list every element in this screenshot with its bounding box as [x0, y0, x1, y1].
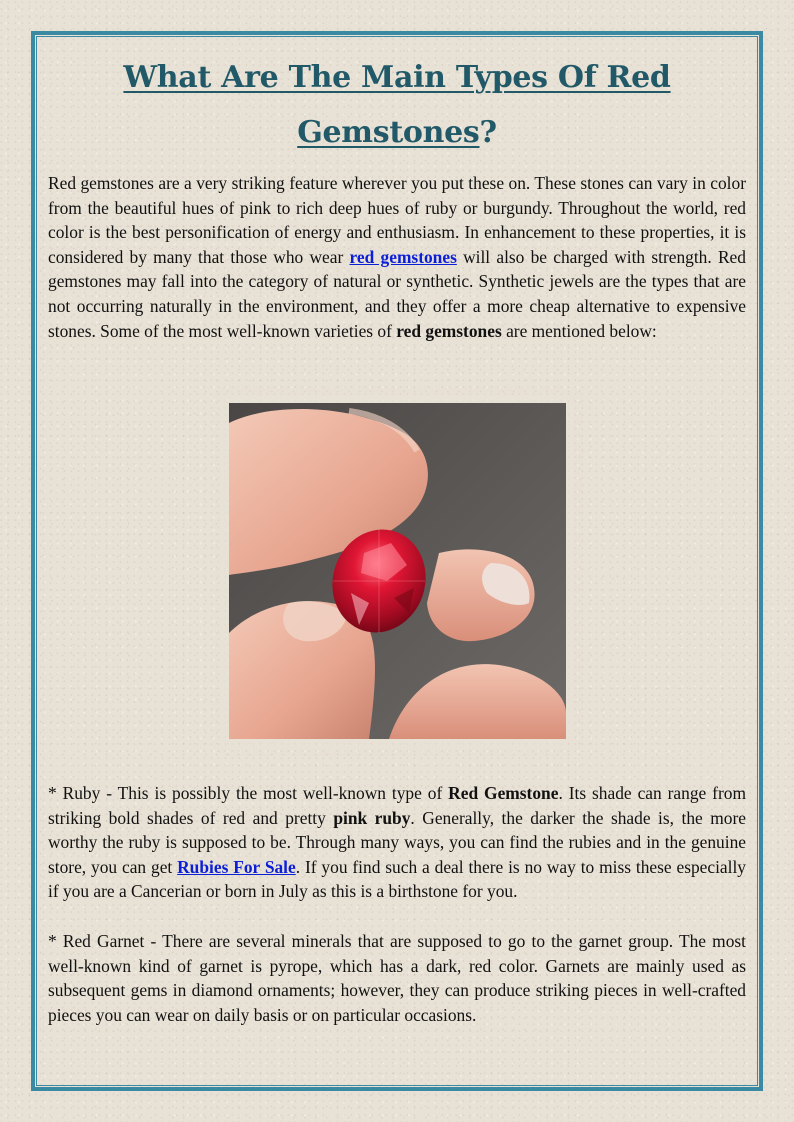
ruby-bold-pink-ruby: pink ruby [333, 807, 411, 828]
red-gemstones-link[interactable]: red gemstones [349, 246, 457, 267]
intro-text-1: Red gemstones are a very striking feature wherever you put these on. These stones can vary in color from the beautiful hues of pink to rich deep hues of ruby or burgundy. Throughout the world, red color is the best personification of energy and enthusiasm. In enhancement to these properties, it is considered by many that those who wear [48, 173, 746, 267]
title-line-1: What Are The Main Types Of Red [123, 60, 671, 95]
ruby-text-3: . Generally, the darker the shade is, the more worthy the ruby is supposed to be. Through many ways, you can find the rubies and in the genuine store, you can get [48, 807, 746, 877]
ruby-photo-illustration [229, 403, 566, 739]
intro-text-2: will also be charged with strength. Red gemstones may fall into the category of natural or synthetic. Synthetic jewels are the types that are not occurring naturally in the environment, and they offer a more cheap alternative to expensive stones. Some of the most well-known varieties of [48, 246, 746, 341]
intro-paragraph [48, 171, 746, 343]
title-question-mark: ? [479, 115, 497, 150]
intro-text-3: are mentioned below: [501, 320, 657, 341]
page-title [60, 50, 734, 160]
garnet-paragraph: * Red Garnet - There are several minerals that are supposed to go to the garnet group. The most well-known kind of garnet is pyrope, which has a dark, red color. Garnets are mainly used as subsequent gems in diamond ornaments; however, they can produce striking pieces in well-crafted pieces you can wear on daily basis or on particular occasions. [48, 931, 746, 1025]
ruby-text-2: . Its shade can range from striking bold shades of red and pretty [48, 783, 746, 828]
ruby-paragraph [48, 781, 746, 904]
title-line-2: Gemstones [297, 115, 480, 150]
ruby-text-4: . If you find such a deal there is no way to miss these especially if you are a Cancerian or born in July as this is a birthstone for you. [48, 856, 747, 902]
ruby-bold-red-gemstone: Red Gemstone [448, 783, 559, 803]
rubies-for-sale-link[interactable]: Rubies For Sale [177, 856, 296, 877]
ruby-text-1: * Ruby - This is possibly the most well-known type of [48, 783, 449, 803]
intro-bold-red-gemstones: red gemstones [396, 320, 502, 341]
ruby-photo [229, 403, 566, 739]
